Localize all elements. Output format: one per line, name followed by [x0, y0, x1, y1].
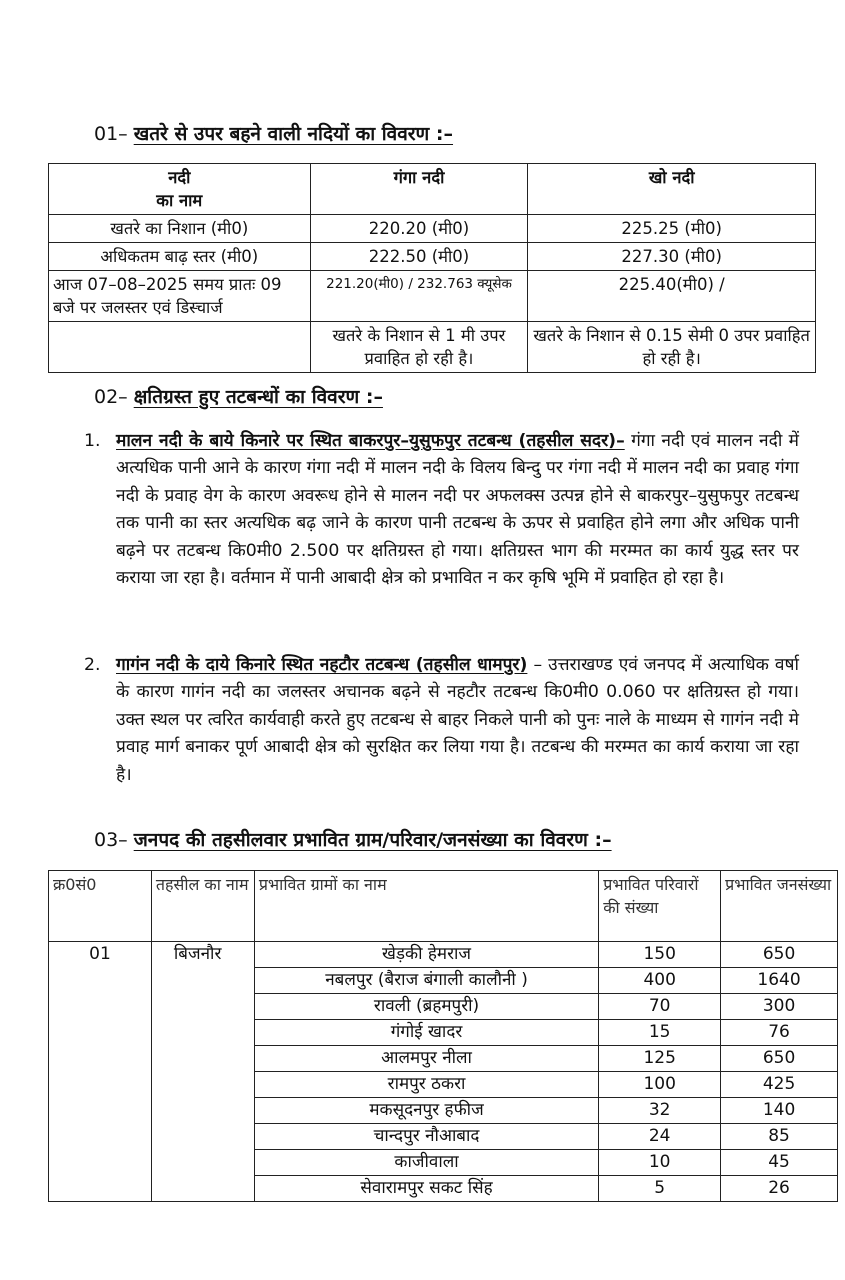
ganga-value: 222.50 (मी0)	[310, 243, 528, 271]
row-label: खतरे का निशान (मी0)	[49, 215, 311, 243]
row-label: आज 07–08–2025 समय प्रातः 09 बजे पर जलस्तर एवं डिस्चार्ज	[49, 271, 311, 322]
affected-villages-table	[48, 870, 838, 1202]
population-count: 140	[721, 1098, 838, 1124]
kho-value: 225.40(मी0) /	[528, 271, 816, 322]
table-row	[49, 322, 816, 373]
header-kho: खो नदी	[528, 164, 816, 215]
row-label: अधिकतम बाढ़ स्तर (मी0)	[49, 243, 311, 271]
header-families: प्रभावित परिवारों की संख्या	[599, 871, 721, 942]
section-1-title: खतरे से उपर बहने वाली नदियों का विवरण :–	[133, 123, 454, 145]
section-1-heading	[94, 120, 453, 146]
population-count: 1640	[721, 968, 838, 994]
population-count: 650	[721, 1046, 838, 1072]
kho-value: खतरे के निशान से 0.15 सेमी 0 उपर प्रवाहित हो रही है।	[528, 322, 816, 373]
families-count: 100	[599, 1072, 721, 1098]
row-label	[49, 322, 311, 373]
section-2-heading	[94, 383, 383, 409]
families-count: 400	[599, 968, 721, 994]
table-header-row	[49, 164, 816, 215]
serial-number: 01	[49, 942, 152, 1202]
families-count: 24	[599, 1124, 721, 1150]
item-text: – उत्तराखण्ड एवं जनपद में अत्याधिक वर्षा के कारण गागंन नदी का जलस्तर अचानक बढ़ने से नहटौर तटबन्ध कि0मी0 0.060 पर क्षतिग्रस्त हो गया। उक्त स्थल पर त्वरित कार्यवाही करते हुए तटबन्ध से बाहर निकले पानी को पुनः नाले के माध्यम से गागंन नदी मे प्रवाह मार्ग बनाकर पूर्ण आबादी क्षेत्र को सुरक्षित कर लिया गया है। तटबन्ध की मरम्मत का कार्य कराया जा रहा है।	[116, 655, 799, 785]
section-2-title: क्षतिग्रस्त हुए तटबन्धों का विवरण :–	[133, 386, 383, 408]
item-lead: मालन नदी के बाये किनारे पर स्थित बाकरपुर–युसुफपुर तटबन्ध (तहसील सदर)–	[116, 431, 625, 451]
embankment-item-1	[84, 428, 799, 592]
village-name: खेड़की हेमराज	[254, 942, 598, 968]
kho-value: 227.30 (मी0)	[528, 243, 816, 271]
families-count: 15	[599, 1020, 721, 1046]
families-count: 5	[599, 1176, 721, 1202]
header-river-name	[49, 164, 311, 215]
population-count: 300	[721, 994, 838, 1020]
families-count: 32	[599, 1098, 721, 1124]
table-row	[49, 215, 816, 243]
population-count: 76	[721, 1020, 838, 1046]
table-row	[49, 942, 838, 968]
families-count: 70	[599, 994, 721, 1020]
item-text: गंगा नदी एवं मालन नदी में अत्यधिक पानी आने के कारण गंगा नदी में मालन नदी के विलय बिन्दु पर गंगा नदी में मालन नदी का प्रवाह गंगा नदी के प्रवाह वेग के कारण अवरूध होने से मालन नदी पर अफलक्स उत्पन्न होने से बाकरपुर–युसुफपुर तटबन्ध तक पानी का स्तर अत्यधिक बढ़ जाने के कारण पानी तटबन्ध के ऊपर से प्रवाहित होने लगा और अधिक पानी बढ़ने पर तटबन्ध कि0मी0 2.500 पर क्षतिग्रस्त हो गया। क्षतिग्रस्त भाग की मरम्मत का कार्य युद्ध स्तर पर कराया जा रहा है। वर्तमान में पानी आबादी क्षेत्र को प्रभावित न कर कृषि भूमि में प्रवाहित हो रहा है।	[116, 431, 800, 589]
header-tehsil: तहसील का नाम	[151, 871, 254, 942]
table-row	[49, 243, 816, 271]
section-3-title: जनपद की तहसीलवार प्रभावित ग्राम/परिवार/जनसंख्या का विवरण :–	[133, 829, 612, 851]
village-name: चान्दपुर नौआबाद	[254, 1124, 598, 1150]
village-name: रामपुर ठकरा	[254, 1072, 598, 1098]
population-count: 650	[721, 942, 838, 968]
population-count: 26	[721, 1176, 838, 1202]
population-count: 45	[721, 1150, 838, 1176]
embankment-item-2	[84, 652, 799, 789]
families-count: 10	[599, 1150, 721, 1176]
item-lead: गागंन नदी के दाये किनारे स्थित नहटौर तटबन्ध (तहसील धामपुर)	[116, 655, 528, 675]
header-ganga: गंगा नदी	[310, 164, 528, 215]
tehsil-name: बिजनौर	[151, 942, 254, 1202]
section-1-number: 01–	[94, 123, 128, 145]
header-population: प्रभावित जनसंख्या	[721, 871, 838, 942]
item-number: 1.	[84, 431, 101, 451]
table-row	[49, 271, 816, 322]
village-name: काजीवाला	[254, 1150, 598, 1176]
village-name: नबलपुर (बैराज बंगाली कालौनी )	[254, 968, 598, 994]
ganga-value: 221.20(मी0) / 232.763 क्यूसेक	[310, 271, 528, 322]
section-3-heading	[94, 826, 612, 852]
danger-rivers-table	[48, 163, 816, 373]
kho-value: 225.25 (मी0)	[528, 215, 816, 243]
ganga-value: 220.20 (मी0)	[310, 215, 528, 243]
village-name: गंगोई खादर	[254, 1020, 598, 1046]
item-number: 2.	[84, 655, 101, 675]
village-name: रावली (ब्रहमपुरी)	[254, 994, 598, 1020]
families-count: 150	[599, 942, 721, 968]
village-name: मकसूदनपुर हफीज	[254, 1098, 598, 1124]
ganga-value: खतरे के निशान से 1 मी उपर प्रवाहित हो रही है।	[310, 322, 528, 373]
village-name: आलमपुर नीला	[254, 1046, 598, 1072]
section-2-number: 02–	[94, 386, 128, 408]
item-body	[116, 428, 799, 592]
families-count: 125	[599, 1046, 721, 1072]
header-river-name-text: नदी का नाम	[156, 168, 203, 210]
population-count: 425	[721, 1072, 838, 1098]
header-serial: क्र0सं0	[49, 871, 152, 942]
header-villages: प्रभावित ग्रामों का नाम	[254, 871, 598, 942]
section-3-number: 03–	[94, 829, 128, 851]
village-name: सेवारामपुर सकट सिंह	[254, 1176, 598, 1202]
population-count: 85	[721, 1124, 838, 1150]
item-body	[116, 652, 799, 789]
table-header-row	[49, 871, 838, 942]
